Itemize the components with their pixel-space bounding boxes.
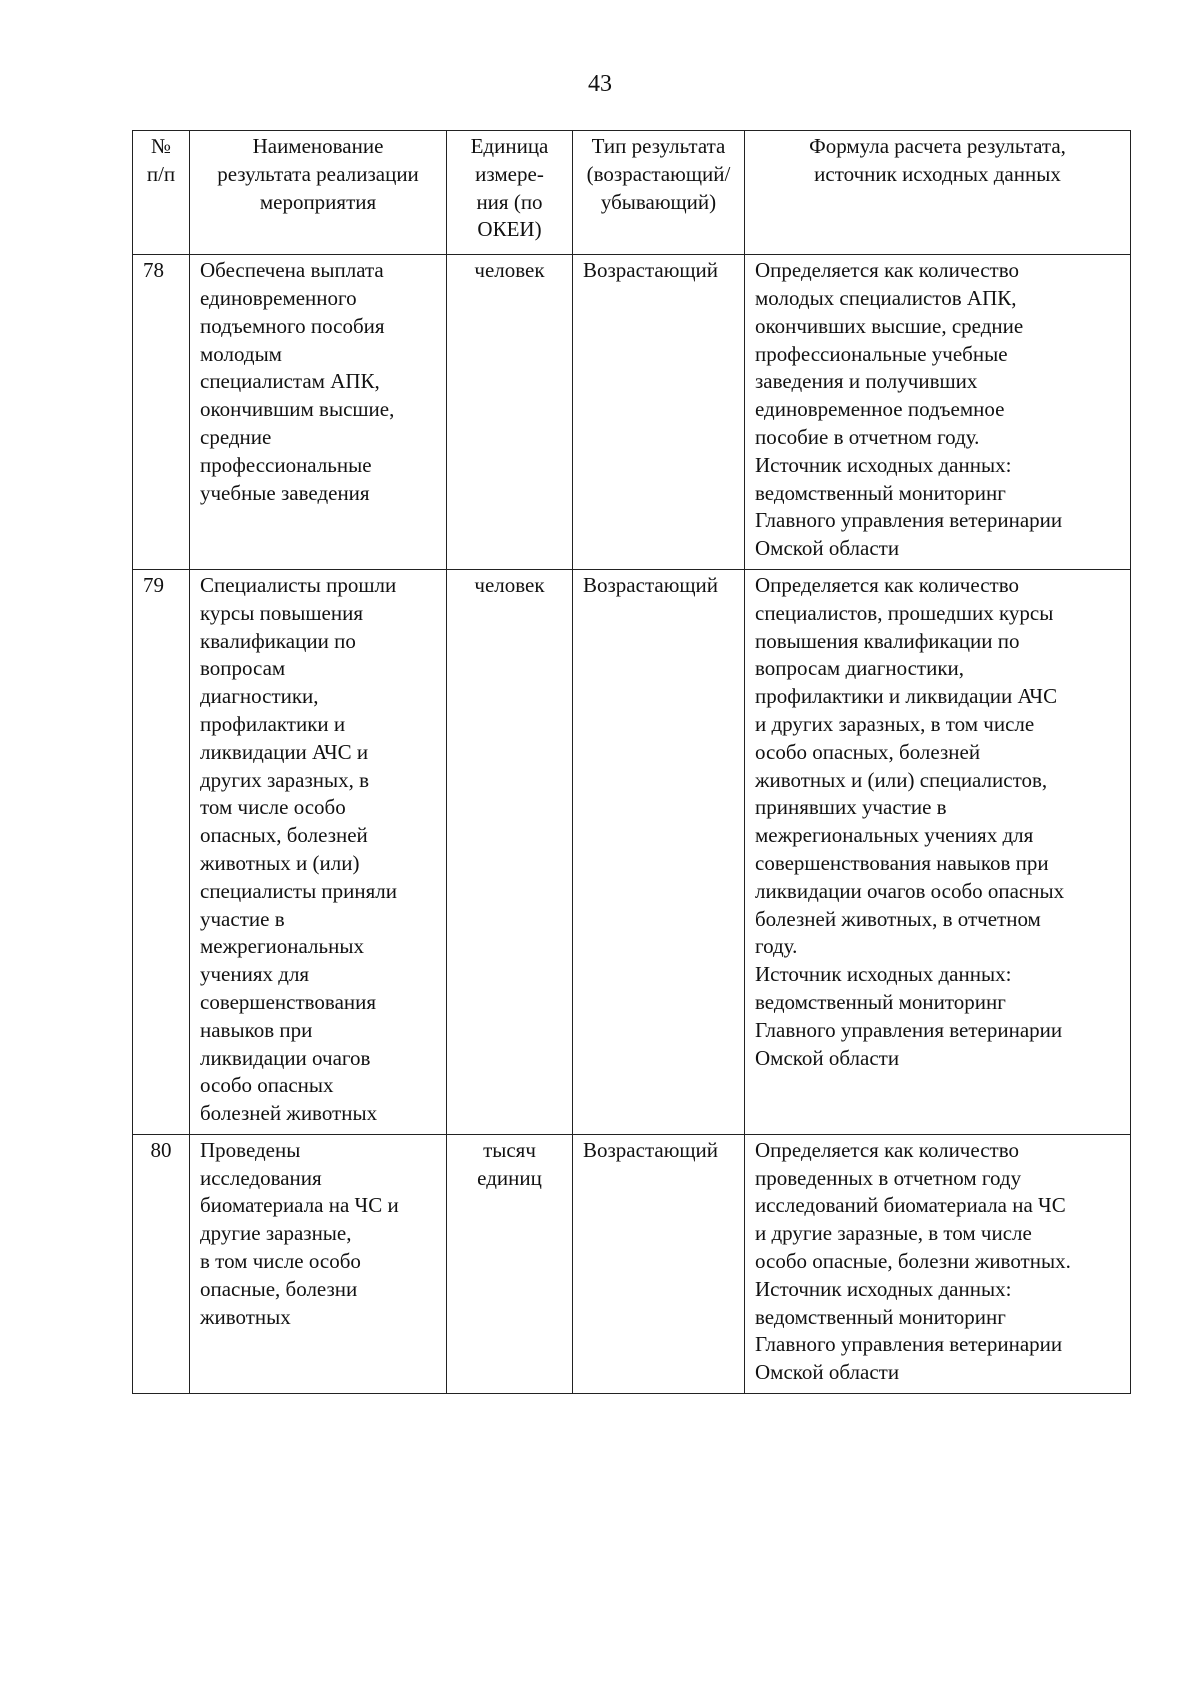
cell-text-line: Специалисты прошли (200, 572, 397, 597)
cell-text-line: году. (755, 934, 798, 959)
cell-text-line: особо опасных (200, 1073, 334, 1098)
cell-text-line: и другие заразные, в том числе (755, 1221, 1032, 1246)
cell-text-line: опасные, болезни (200, 1276, 358, 1301)
cell-text-line: ведомственный мониторинг (755, 480, 1006, 505)
cell-text-line: квалификации по (200, 628, 356, 653)
cell-text-line: учебные заведения (200, 480, 370, 505)
cell-text-line: и других заразных, в том числе (755, 711, 1035, 736)
cell-text-line: вопросам диагностики, (755, 656, 965, 681)
cell-text-line: профессиональные учебные (755, 341, 1008, 366)
cell-text-line: Тип результата (591, 134, 726, 158)
row-number: 78 (133, 255, 190, 570)
cell-text-line: Единица (470, 134, 549, 158)
row-number: 79 (133, 569, 190, 1134)
table-row (133, 1134, 1131, 1393)
result-formula (745, 255, 1131, 570)
table-row (133, 569, 1131, 1134)
result-type: Возрастающий (573, 255, 745, 570)
cell-text-line: Главного управления ветеринарии (755, 1332, 1063, 1357)
result-formula (745, 569, 1131, 1134)
cell-text-line: болезней животных, в отчетном (755, 906, 1041, 931)
cell-text-line: особо опасных, болезней (755, 739, 981, 764)
cell-text-line: (возрастающий/ (586, 161, 731, 186)
cell-text-line: повышения квалификации по (755, 628, 1020, 653)
cell-text-line: ния (по (476, 189, 543, 214)
cell-text-line: в том числе особо (200, 1249, 361, 1274)
page-number: 43 (588, 71, 612, 97)
cell-text-line: специалисты приняли (200, 878, 398, 903)
cell-text-line: пособие в отчетном году. (755, 424, 980, 449)
cell-text-line: Определяется как количество (755, 258, 1019, 283)
result-type: Возрастающий (573, 1134, 745, 1393)
cell-text-line: Главного управления ветеринарии (755, 1017, 1063, 1042)
cell-text-line: проведенных в отчетном году (755, 1165, 1022, 1190)
cell-text-line: опасных, болезней (200, 823, 368, 848)
cell-text-line: Главного управления ветеринарии (755, 508, 1063, 533)
result-unit (447, 255, 573, 570)
cell-text-line: совершенствования (200, 989, 377, 1014)
cell-text-line: ликвидации очагов особо опасных (755, 878, 1065, 903)
cell-text-line: Наименование (252, 134, 384, 158)
cell-text-line: ликвидации очагов (200, 1045, 371, 1070)
cell-text-line: профилактики и (200, 711, 346, 736)
cell-text-line: совершенствования навыков при (755, 850, 1049, 875)
header-result-name (190, 131, 447, 255)
header-unit (447, 131, 573, 255)
result-name (190, 1134, 447, 1393)
cell-text-line: Определяется как количество (755, 1137, 1019, 1162)
cell-text-line: Формула расчета результата, (809, 134, 1066, 158)
cell-text-line: навыков при (200, 1017, 313, 1042)
cell-text-line: единовременное подъемное (755, 397, 1005, 422)
cell-text-line: исследований биоматериала на ЧС (755, 1193, 1066, 1218)
cell-text-line: подъемного пособия (200, 313, 385, 338)
row-number: 80 (133, 1134, 190, 1393)
cell-text-line: Омской области (755, 536, 900, 561)
cell-text-line: принявших участие в (755, 795, 947, 820)
cell-text-line: исследования (200, 1165, 322, 1190)
cell-text-line: особо опасные, болезни животных. (755, 1249, 1071, 1274)
cell-text-line: том числе особо (200, 795, 346, 820)
cell-text-line: результата реализации (217, 161, 419, 186)
header-result-type (573, 131, 745, 255)
cell-text-line: тысяч (483, 1137, 536, 1162)
cell-text-line: вопросам (200, 656, 286, 681)
cell-text-line: диагностики, (200, 684, 319, 709)
cell-text-line: животных (200, 1304, 291, 1329)
result-unit (447, 1134, 573, 1393)
cell-text-line: средние (200, 424, 272, 449)
table-header-row (133, 131, 1131, 255)
cell-text-line: окончивших высшие, средние (755, 313, 1024, 338)
result-type: Возрастающий (573, 569, 745, 1134)
cell-text-line: профессиональные (200, 452, 372, 477)
results-table (132, 130, 1131, 1394)
cell-text-line: заведения и получивших (755, 369, 978, 394)
cell-text-line: № (150, 134, 172, 158)
cell-text-line: источник исходных данных (814, 161, 1061, 186)
cell-text-line: Определяется как количество (755, 572, 1019, 597)
cell-text-line: Проведены (200, 1137, 301, 1162)
cell-text-line: ведомственный мониторинг (755, 989, 1006, 1014)
cell-text-line: курсы повышения (200, 600, 363, 625)
cell-text-line: Обеспечена выплата (200, 258, 384, 283)
result-formula (745, 1134, 1131, 1393)
cell-text-line: межрегиональных (200, 934, 364, 959)
result-unit (447, 569, 573, 1134)
cell-text-line: ОКЕИ) (477, 217, 542, 242)
cell-text-line: участие в (200, 906, 285, 931)
cell-text-line: молодых специалистов АПК, (755, 285, 1017, 310)
cell-text-line: измере- (475, 161, 544, 186)
header-number (133, 131, 190, 255)
cell-text-line: окончившим высшие, (200, 397, 395, 422)
cell-text-line: п/п (146, 161, 176, 186)
cell-text-line: молодым (200, 341, 282, 366)
cell-text-line: болезней животных (200, 1101, 378, 1126)
cell-text-line: Источник исходных данных: (755, 1276, 1012, 1301)
result-name (190, 255, 447, 570)
cell-text-line: другие заразные, (200, 1221, 352, 1246)
cell-text-line: Источник исходных данных: (755, 452, 1012, 477)
table-row (133, 255, 1131, 570)
cell-text-line: мероприятия (259, 189, 377, 214)
cell-text-line: единовременного (200, 285, 357, 310)
cell-text-line: Источник исходных данных: (755, 962, 1012, 987)
result-name (190, 569, 447, 1134)
cell-text-line: животных и (или) (200, 850, 360, 875)
cell-text-line: человек (474, 572, 545, 597)
cell-text-line: убывающий) (600, 189, 717, 214)
cell-text-line: животных и (или) специалистов, (755, 767, 1048, 792)
cell-text-line: единиц (477, 1165, 542, 1190)
cell-text-line: человек (474, 258, 545, 283)
cell-text-line: учениях для (200, 962, 310, 987)
header-formula (745, 131, 1131, 255)
cell-text-line: специалистов, прошедших курсы (755, 600, 1054, 625)
cell-text-line: биоматериала на ЧС и (200, 1193, 399, 1218)
cell-text-line: ликвидации АЧС и (200, 739, 369, 764)
cell-text-line: ведомственный мониторинг (755, 1304, 1006, 1329)
cell-text-line: профилактики и ликвидации АЧС (755, 684, 1058, 709)
cell-text-line: Омской области (755, 1360, 900, 1385)
cell-text-line: Омской области (755, 1045, 900, 1070)
cell-text-line: специалистам АПК, (200, 369, 380, 394)
cell-text-line: других заразных, в (200, 767, 370, 792)
cell-text-line: межрегиональных учениях для (755, 823, 1034, 848)
